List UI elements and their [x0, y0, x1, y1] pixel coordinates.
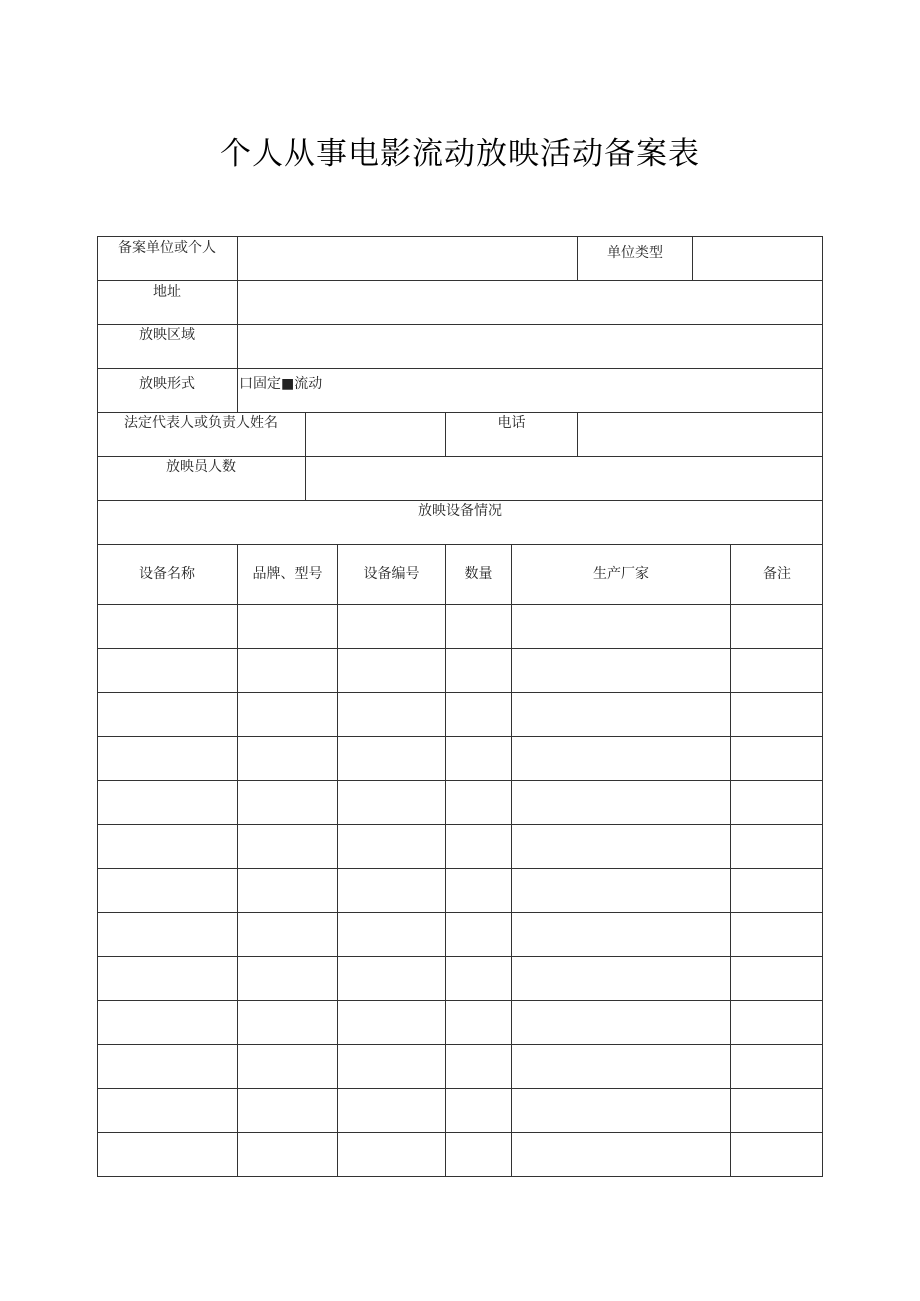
table-cell[interactable] [731, 737, 822, 780]
table-cell[interactable] [238, 649, 337, 692]
table-cell[interactable] [98, 1001, 237, 1044]
table-cell[interactable] [238, 781, 337, 824]
table-cell[interactable] [446, 1045, 511, 1088]
table-cell[interactable] [446, 649, 511, 692]
table-cell[interactable] [512, 957, 730, 1000]
table-cell[interactable] [338, 605, 445, 648]
table-cell[interactable] [98, 605, 237, 648]
area-field[interactable] [238, 325, 822, 368]
table-cell[interactable] [731, 825, 822, 868]
table-cell[interactable] [512, 737, 730, 780]
table-cell[interactable] [338, 869, 445, 912]
table-cell[interactable] [238, 1045, 337, 1088]
address-label: 地址 [153, 284, 181, 300]
table-cell[interactable] [98, 781, 237, 824]
table-cell[interactable] [98, 1045, 237, 1088]
table-cell[interactable] [98, 1089, 237, 1132]
table-cell[interactable] [446, 869, 511, 912]
table-cell[interactable] [98, 957, 237, 1000]
staff-count-label: 放映员人数 [166, 459, 236, 475]
table-cell[interactable] [446, 605, 511, 648]
table-cell[interactable] [98, 649, 237, 692]
table-cell[interactable] [338, 1001, 445, 1044]
table-cell[interactable] [238, 1089, 337, 1132]
equipment-section-title: 放映设备情况 [418, 503, 502, 519]
table-cell[interactable] [238, 737, 337, 780]
table-cell[interactable] [98, 825, 237, 868]
table-cell[interactable] [731, 913, 822, 956]
table-cell[interactable] [512, 1001, 730, 1044]
table-cell[interactable] [512, 869, 730, 912]
table-cell[interactable] [238, 869, 337, 912]
table-cell[interactable] [446, 737, 511, 780]
col-header-model: 品牌、型号 [252, 566, 323, 582]
table-cell[interactable] [338, 913, 445, 956]
table-cell[interactable] [98, 1133, 237, 1176]
form-title: 个人从事电影流动放映活动备案表 [220, 136, 700, 172]
table-cell[interactable] [238, 913, 337, 956]
table-cell[interactable] [338, 957, 445, 1000]
table-cell[interactable] [238, 1133, 337, 1176]
table-cell[interactable] [512, 605, 730, 648]
table-cell[interactable] [338, 1089, 445, 1132]
table-cell[interactable] [731, 693, 822, 736]
table-cell[interactable] [512, 1089, 730, 1132]
table-cell[interactable] [338, 737, 445, 780]
table-cell[interactable] [338, 1133, 445, 1176]
phone-field[interactable] [578, 413, 822, 456]
table-cell[interactable] [446, 825, 511, 868]
table-cell[interactable] [731, 957, 822, 1000]
col-header-serial: 设备编号 [363, 566, 420, 582]
table-cell[interactable] [446, 693, 511, 736]
address-field[interactable] [238, 281, 822, 324]
table-cell[interactable] [338, 825, 445, 868]
table-cell[interactable] [446, 1001, 511, 1044]
table-cell[interactable] [446, 957, 511, 1000]
unit-type-label: 单位类型 [607, 245, 663, 261]
table-cell[interactable] [238, 605, 337, 648]
phone-label: 电话 [497, 415, 526, 431]
form-type-options[interactable]: 口固定■流动 [239, 376, 323, 392]
table-cell[interactable] [238, 1001, 337, 1044]
col-header-notes: 备注 [763, 566, 791, 582]
table-cell[interactable] [512, 693, 730, 736]
col-header-manufacturer: 生产厂家 [593, 566, 649, 582]
table-cell[interactable] [446, 781, 511, 824]
table-cell[interactable] [446, 1089, 511, 1132]
table-cell[interactable] [98, 913, 237, 956]
table-cell[interactable] [512, 913, 730, 956]
table-cell[interactable] [731, 649, 822, 692]
table-cell[interactable] [512, 781, 730, 824]
unit-label: 备案单位或个人 [118, 240, 216, 256]
area-label: 放映区域 [139, 327, 195, 343]
table-cell[interactable] [731, 1089, 822, 1132]
unit-field[interactable] [238, 237, 577, 280]
table-cell[interactable] [512, 1133, 730, 1176]
table-cell[interactable] [512, 825, 730, 868]
table-cell[interactable] [731, 605, 822, 648]
table-cell[interactable] [512, 1045, 730, 1088]
table-cell[interactable] [98, 737, 237, 780]
table-cell[interactable] [731, 1045, 822, 1088]
table-cell[interactable] [338, 1045, 445, 1088]
table-cell[interactable] [338, 781, 445, 824]
table-cell[interactable] [446, 1133, 511, 1176]
table-cell[interactable] [98, 869, 237, 912]
table-cell[interactable] [731, 869, 822, 912]
staff-count-field[interactable] [306, 457, 822, 500]
table-cell[interactable] [238, 825, 337, 868]
col-header-name: 设备名称 [139, 566, 195, 582]
table-cell[interactable] [731, 781, 822, 824]
table-cell[interactable] [338, 649, 445, 692]
table-cell[interactable] [338, 693, 445, 736]
table-cell[interactable] [731, 1001, 822, 1044]
col-header-quantity: 数量 [464, 566, 493, 582]
table-cell[interactable] [446, 913, 511, 956]
table-cell[interactable] [238, 957, 337, 1000]
table-cell[interactable] [238, 693, 337, 736]
legal-rep-label: 法定代表人或负责人姓名 [124, 415, 278, 431]
table-cell[interactable] [731, 1133, 822, 1176]
legal-rep-field[interactable] [306, 413, 445, 456]
form-type-label: 放映形式 [139, 376, 195, 392]
unit-type-field[interactable] [693, 237, 822, 280]
table-cell[interactable] [512, 649, 730, 692]
filing-form [97, 236, 823, 1177]
table-cell[interactable] [98, 693, 237, 736]
